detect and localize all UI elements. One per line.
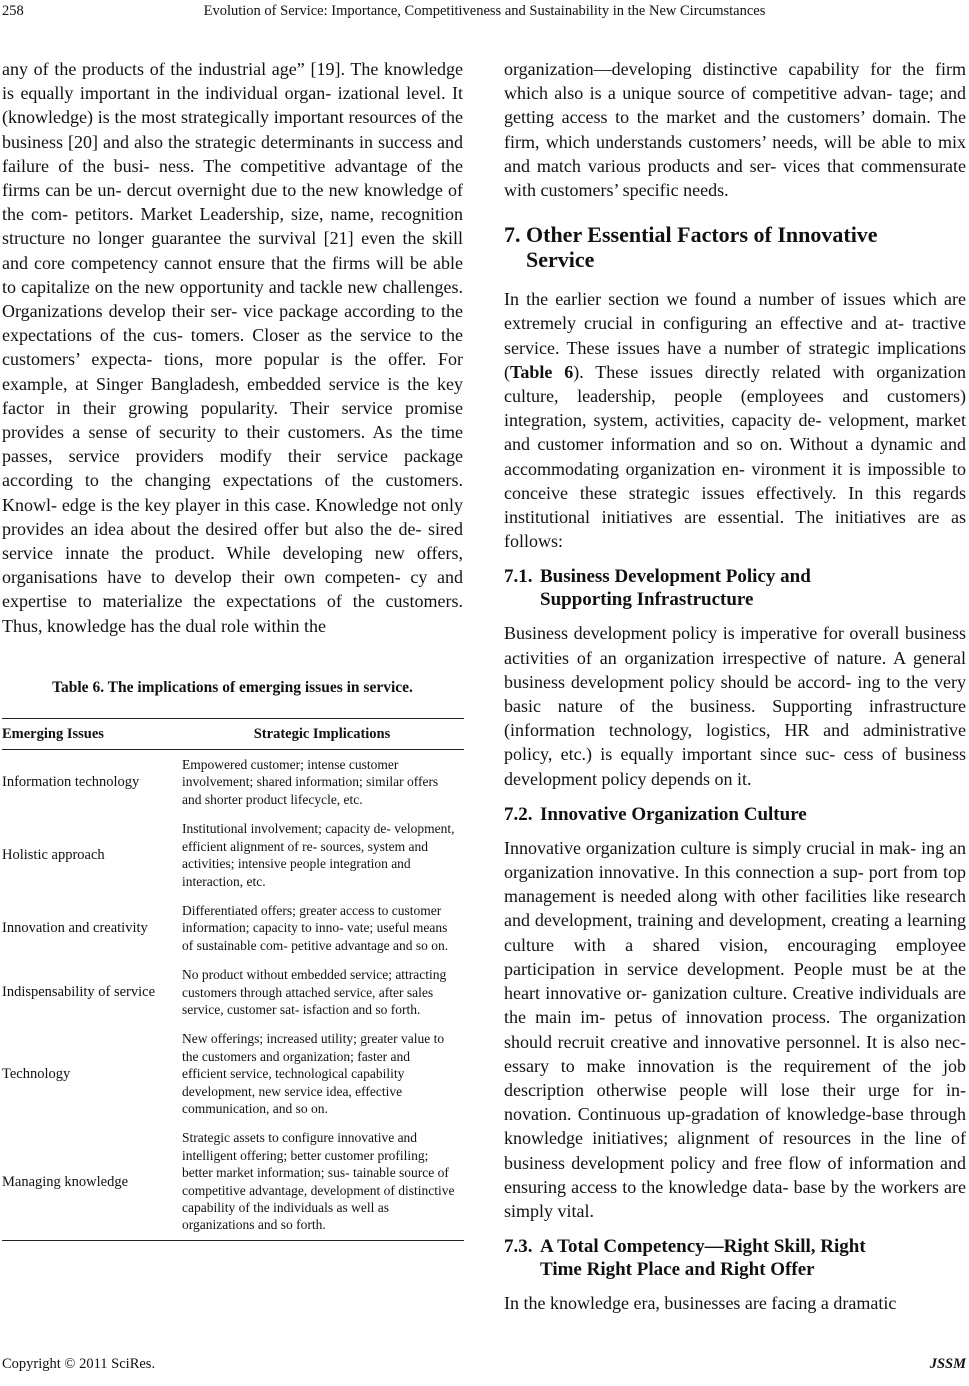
journal-name: JSSM — [929, 1356, 966, 1372]
running-header — [0, 0, 969, 26]
issue-cell: Innovation and creativity — [2, 920, 148, 937]
issue-cell: Technology — [2, 1065, 71, 1082]
table-row — [2, 1123, 464, 1239]
left-column — [2, 57, 463, 1241]
page-number: 258 — [2, 3, 24, 19]
implication-cell: No product without embedded service; attracting customers through attached service, after sales service, customer sat- isfaction and so forth. — [182, 967, 447, 1017]
body-paragraph: any of the products of the industrial age” [19]. The knowledge is equally important in the individual organ- izational level. It (knowledge) is the most strategically important resources of the business [20] and also the strategic determinants in success and failure of the busi- ness. The competitive advantage of the firms can be un- dercut overnight due to the new knowledge of the com- petitors. Market Leadership, size, name, recognition structure no longer guarantee the survival [21] even the skill and core competency cannot ensure that the firms will be able to capitalize on the new opportunity and tackle new challenges. Organizations develop their ser- vice package according to the expectations of the cus- tomers. Closer as the service to the customers’ expecta- tions, more popular is the offer. For example, at Singer Bangladesh, embedded service is the key factor in their growing popularity. Their service promise provides a sense of security to their customers. As the time passes, service providers modify their service package according to the changing expectations of the customers. Knowl- edge is the key player in this case. Knowledge not only provides an idea about the desired offer but also the de- sired service innate the product. While developing new offers, organisations have to develop their own competen- cy and expertise to materialize the expectations of the customers. Thus, knowledge has the dual role within the — [2, 59, 463, 636]
subsection-title-line2: Time Right Place and Right Offer — [540, 1259, 815, 1281]
implication-cell: Empowered customer; intense customer involvement; shared information; similar offers and shorter product lifecycle, etc. — [182, 757, 439, 807]
copyright-notice: Copyright © 2011 SciRes. — [2, 1356, 156, 1372]
table-caption: Table 6. The implications of emerging issues in service. — [52, 678, 413, 696]
subsection-title: Innovative Organization Culture — [540, 803, 807, 825]
implication-cell: New offerings; increased utility; greater value to the customers and organization; faster and efficient service, technological capability development, new service idea, effective communication, and so on. — [182, 1031, 445, 1116]
body-paragraph — [504, 287, 966, 553]
section-heading — [504, 222, 966, 272]
paragraph-text: ). These issues directly related with organization culture, leadership, people (employees and customers) integration, system, activities, capacity de- velopment, market and customer information and so on. Without a dynamic and accommodating organization en- vironment it is impossible to conceive these strategic issues effectively. In this regards institutional initiatives are essential. The initiatives are as follows: — [504, 361, 966, 552]
implication-cell: Strategic assets to configure innovative and intelligent offering; better customer profiling; better market information; sus- tainable source of competitive advantage, development of distinctive capability of the individuals as well as organizations and so forth. — [182, 1130, 455, 1233]
running-title: Evolution of Service: Importance, Competitiveness and Sustainability in the New Circumstances — [203, 3, 766, 19]
column-header-implications: Strategic Implications — [253, 725, 391, 742]
right-column — [504, 57, 966, 1315]
table-row — [2, 750, 464, 814]
table-row — [2, 1024, 464, 1123]
subsection-number: 7.3. — [504, 1236, 533, 1258]
subsection-heading — [504, 1235, 966, 1281]
subsection-title-line1: Business Development Policy and — [540, 566, 811, 588]
subsection-number: 7.1. — [504, 566, 533, 588]
table-row — [2, 896, 464, 960]
subsection-title-line1: A Total Competency—Right Skill, Right — [540, 1236, 866, 1258]
page-footer — [2, 1354, 966, 1378]
body-paragraph: organization—developing distinctive capability for the firm which also is a unique source of competitive advan- tage; and getting access to the market and the customers’ domain. The firm, which understands customers’ needs, will be able to mix and match various products and ser- vices that commensurate with customers’ specific needs. — [504, 59, 966, 201]
implication-cell: Institutional involvement; capacity de- velopment, efficient alignment of re- sources, system and activities; intensive people integration and interaction, etc. — [182, 821, 455, 889]
table-reference: Table 6 — [510, 361, 574, 382]
subsection-heading — [504, 565, 966, 611]
section-title-line1: Other Essential Factors of Innovative — [526, 222, 878, 248]
issue-cell: Managing knowledge — [2, 1173, 129, 1190]
body-paragraph: In the knowledge era, businesses are facing a dramatic — [504, 1293, 897, 1314]
paragraph-text: In the earlier section we found a number of issues which are extremely crucial in configuring an effective and at- tractive service. These issues have a number of strategic implications ( — [504, 289, 966, 382]
section-title-line2: Service — [526, 247, 595, 273]
body-paragraph: Innovative organization culture is simply crucial in mak- ing an organization innovative. In this connection a sup- port from top management is needed along with other facilities like research and development, training and development, creating a learning culture with a shared vision, encouraging employee participation in service development. People must be at the heart innovative or- ganization culture. Creative individuals are the main im- petus of innovation process. The organization should recruit creative and innovative personnel. It is also nec- essary to make innovation is the requirement of the job description otherwise people will lose their urge for in- novation. Continuous up-gradation of knowledge-base through knowledge initiatives; alignment of resources in the line of business development policy and free flow of information and ensuring access to the knowledge data- base by the workers are simply vital. — [504, 837, 966, 1221]
subsection-number: 7.2. — [504, 803, 533, 825]
section-number: 7. — [504, 222, 521, 248]
table-header-row — [2, 719, 464, 750]
body-paragraph: Business development policy is imperative for overall business activities of an organization irrespective of nature. A general business development policy should be accord- ing to the very basic nature of the business. Supporting infrastructure (information technology, logistics, HR and administrative policy, etc.) is equally important since suc- cess of business development policy depends on it. — [504, 623, 966, 789]
implications-table — [2, 718, 464, 1241]
implication-cell: Differentiated offers; greater access to customer information; capacity to inno- vate; useful means of sustainable com- petitive advantage and so on. — [182, 902, 449, 953]
issue-cell: Indispensability of service — [2, 984, 156, 1001]
subsection-title-line2: Supporting Infrastructure — [540, 589, 754, 611]
subsection-heading — [504, 803, 966, 826]
table-row — [2, 960, 464, 1024]
issue-cell: Holistic approach — [2, 847, 105, 864]
table-row — [2, 814, 464, 896]
issue-cell: Information technology — [2, 774, 140, 791]
column-header-issues: Emerging Issues — [2, 725, 104, 742]
